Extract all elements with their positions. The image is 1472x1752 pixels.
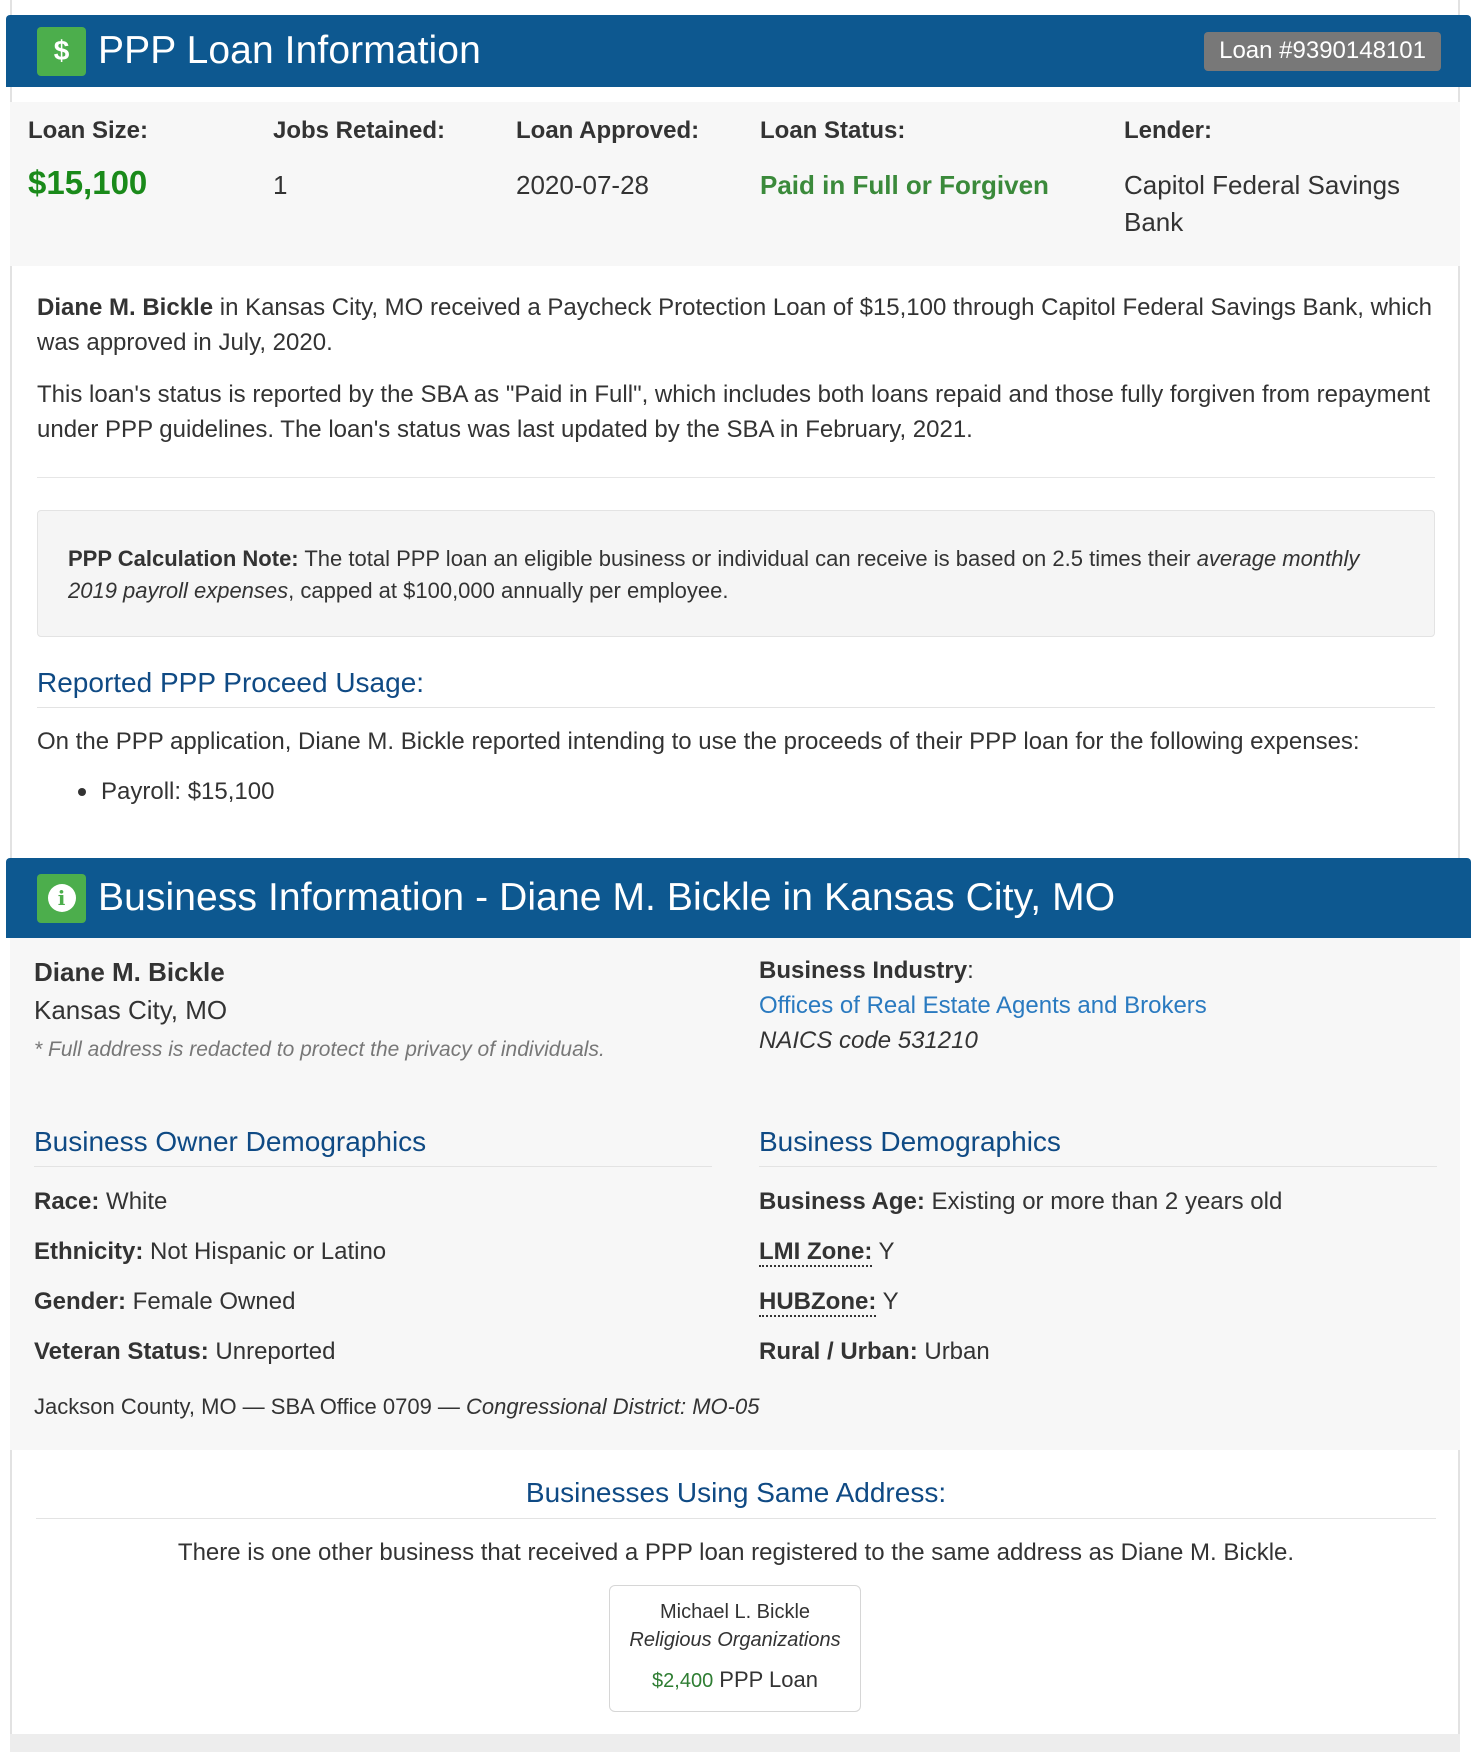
usage-heading: Reported PPP Proceed Usage:	[37, 667, 425, 698]
ethnicity-value: Not Hispanic or Latino	[143, 1238, 387, 1265]
industry-colon: :	[967, 957, 974, 984]
lender-value: Capitol Federal Savings Bank	[1124, 170, 1401, 237]
hubzone-row	[759, 1288, 899, 1316]
age-value: Existing or more than 2 years old	[924, 1188, 1283, 1215]
same-address-text: There is one other business that received a PPP loan registered to the same address as Diane M. Bickle.	[177, 1539, 1295, 1566]
loan-summary	[37, 290, 1437, 360]
hubzone-label[interactable]: HUBZone:	[759, 1288, 877, 1315]
rural-value: Urban	[917, 1338, 990, 1365]
race-label: Race:	[34, 1188, 100, 1215]
usage-intro: On the PPP application, Diane M. Bickle reported intending to use the proceeds of their PPP loan for the following expenses:	[37, 728, 1360, 755]
dollar-icon	[37, 27, 86, 76]
business-age-row	[759, 1188, 1282, 1216]
related-business-loan	[610, 1667, 860, 1693]
loan-size-label: Loan Size:	[28, 117, 149, 144]
location-footer	[34, 1394, 759, 1420]
business-demographics-rule	[759, 1166, 1437, 1167]
dollar-glyph: $	[53, 35, 70, 66]
related-business-card[interactable]	[609, 1585, 861, 1712]
jobs-value: 1	[273, 170, 288, 200]
ethnicity-label: Ethnicity:	[34, 1238, 144, 1265]
stat-lender	[1124, 117, 1444, 241]
gender-label: Gender:	[34, 1288, 127, 1315]
lmi-value: Y	[872, 1238, 895, 1265]
veteran-row	[34, 1338, 335, 1366]
rural-urban-row	[759, 1338, 990, 1366]
info-icon	[37, 874, 86, 923]
veteran-label: Veteran Status:	[34, 1338, 209, 1365]
note-text-2: , capped at $100,000 annually per employee.	[288, 578, 729, 603]
note-italic: average monthly 2019 payroll expenses	[68, 546, 1360, 603]
hubzone-value: Y	[876, 1288, 899, 1315]
lender-label: Lender:	[1124, 117, 1213, 144]
loan-panel-header	[6, 15, 1471, 87]
usage-item: Payroll: $15,100	[101, 778, 275, 805]
related-business-suffix: PPP Loan	[713, 1667, 818, 1692]
same-address-heading: Businesses Using Same Address:	[525, 1477, 947, 1508]
usage-rule	[37, 707, 1435, 708]
related-business-amount: $2,400	[652, 1670, 714, 1692]
borrower-name: Diane M. Bickle	[37, 294, 214, 321]
race-value: White	[99, 1188, 168, 1215]
loan-panel-title: PPP Loan Information	[98, 29, 481, 72]
business-location: Kansas City, MO	[34, 995, 228, 1025]
business-name: Diane M. Bickle	[34, 957, 225, 987]
stat-status	[760, 117, 1049, 204]
info-circle	[48, 884, 76, 912]
naics-code: NAICS code 531210	[759, 1027, 978, 1054]
loan-size-value: $15,100	[28, 164, 148, 201]
owner-demographics-heading: Business Owner Demographics	[34, 1126, 427, 1157]
summary-text: in Kansas City, MO received a Paycheck Protection Loan of $15,100 through Capitol Federal Savings Bank, which was approved in July, 2020.	[37, 294, 1432, 356]
loan-stats	[10, 102, 1460, 266]
page-bottom	[10, 1734, 1460, 1752]
gender-row	[34, 1288, 295, 1316]
jobs-label: Jobs Retained:	[273, 117, 446, 144]
info-glyph: i	[57, 886, 66, 910]
industry-label-row	[759, 957, 974, 985]
ethnicity-row	[34, 1238, 386, 1266]
congressional-district: Congressional District: MO-05	[466, 1394, 760, 1419]
rural-label: Rural / Urban:	[759, 1338, 918, 1365]
gender-value: Female Owned	[126, 1288, 296, 1315]
related-business-industry: Religious Organizations	[629, 1629, 841, 1651]
location-footer-plain: Jackson County, MO — SBA Office 0709 —	[34, 1394, 467, 1419]
industry-link[interactable]: Offices of Real Estate Agents and Brokers	[759, 992, 1207, 1019]
divider	[37, 477, 1435, 478]
same-address-rule	[36, 1518, 1436, 1519]
bullet-icon	[78, 788, 86, 796]
lmi-row	[759, 1238, 895, 1266]
loan-number-badge: Loan #9390148101	[1204, 32, 1441, 71]
status-label: Loan Status:	[760, 117, 906, 144]
privacy-note: * Full address is redacted to protect the privacy of individuals.	[34, 1038, 605, 1061]
industry-label: Business Industry	[759, 957, 968, 984]
owner-demographics-rule	[34, 1166, 712, 1167]
list-item	[78, 778, 274, 806]
calculation-note	[37, 510, 1435, 637]
note-text-1: The total PPP loan an eligible business or individual can receive is based on 2.5 times their	[298, 546, 1197, 571]
stat-jobs	[273, 117, 445, 204]
race-row	[34, 1188, 167, 1216]
stat-approved	[516, 117, 699, 204]
approved-value: 2020-07-28	[516, 170, 649, 200]
age-label: Business Age:	[759, 1188, 925, 1215]
business-panel-title: Business Information - Diane M. Bickle in Kansas City, MO	[98, 876, 1116, 919]
business-panel-header	[6, 858, 1471, 938]
status-value: Paid in Full or Forgiven	[760, 170, 1049, 200]
veteran-value: Unreported	[208, 1338, 336, 1365]
lmi-label[interactable]: LMI Zone:	[759, 1238, 873, 1265]
related-business-name: Michael L. Bickle	[659, 1601, 811, 1623]
approved-label: Loan Approved:	[516, 117, 700, 144]
status-paragraph: This loan's status is reported by the SBA as "Paid in Full", which includes both loans repaid and those fully forgiven from repayment under PPP guidelines. The loan's status was last updated by the SBA in February, 2021.	[37, 381, 1431, 443]
business-demographics-heading: Business Demographics	[759, 1126, 1061, 1157]
stat-loan-size	[28, 117, 148, 201]
note-label: PPP Calculation Note:	[68, 546, 299, 571]
